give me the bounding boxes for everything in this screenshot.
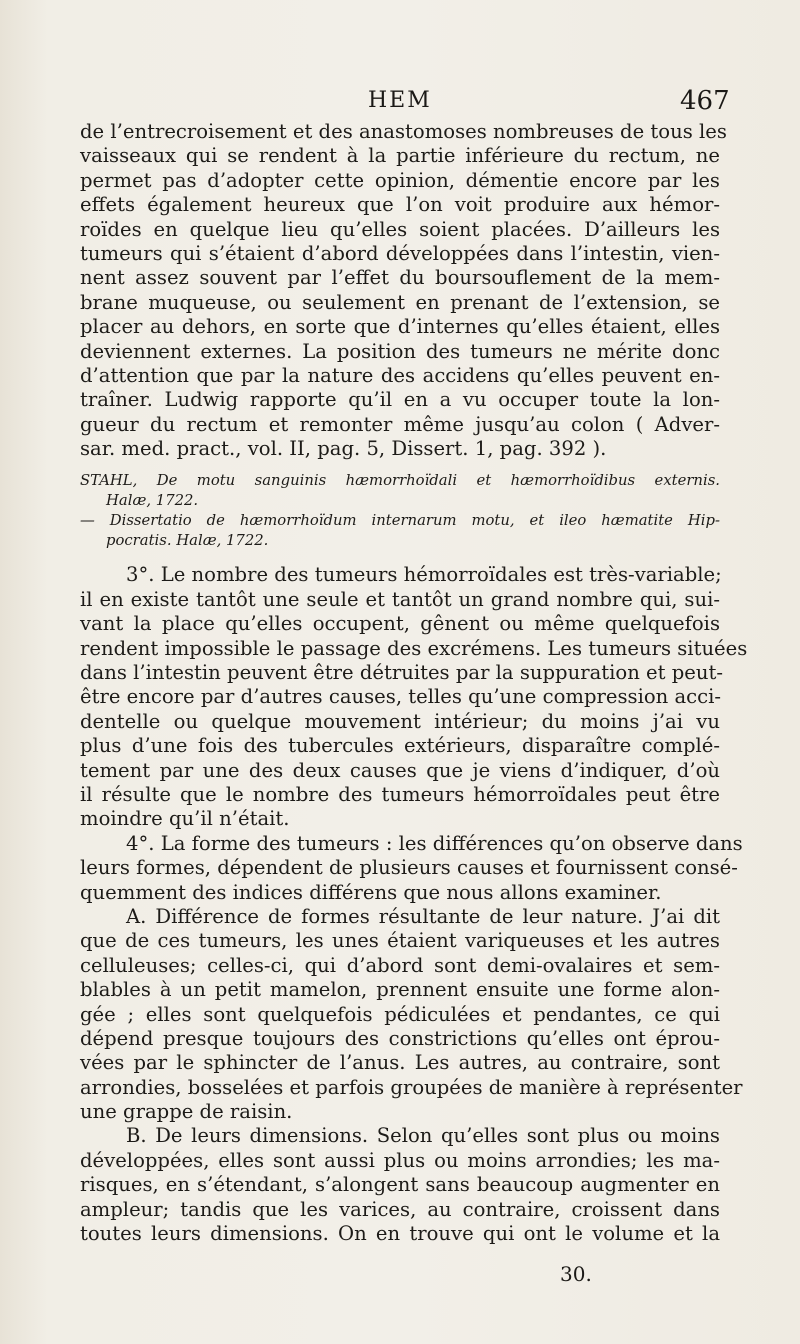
running-head: HEM: [368, 88, 432, 113]
paragraph-position: [80, 120, 727, 461]
footnote-line: STAHL, De motu sanguinis hæmorrhoïdali et hæmorrhoïdibus externis.: [80, 472, 720, 490]
text-line: être encore par d’autres causes, telles qu’une compression acci-: [80, 685, 722, 709]
spacer: [80, 551, 720, 563]
text-line: il en existe tantôt une seule et tantôt un grand nombre qui, sui-: [80, 587, 720, 611]
text-line: vaisseaux qui se rendent à la partie inférieure du rectum, ne: [80, 144, 720, 168]
page-number: 467: [680, 86, 730, 116]
text-line: risques, en s’étendant, s’alongent sans beaucoup augmenter en: [80, 1173, 720, 1197]
text-line: il résulte que le nombre des tumeurs hémorroïdales peut être: [80, 782, 720, 806]
text-line: quemment des indices différens que nous allons examiner.: [80, 880, 662, 904]
footnote-line: Halæ, 1722.: [106, 492, 199, 510]
text-line: celluleuses; celles-ci, qui d’abord sont demi-ovalaires et sem-: [80, 953, 720, 977]
text-line: rendent impossible le passage des excrémens. Les tumeurs situées: [80, 636, 748, 660]
body-text: [80, 120, 748, 1246]
text-line: permet pas d’adopter cette opinion, démentie encore par les: [80, 168, 720, 192]
text-line: gée ; elles sont quelquefois pédiculées et pendantes, ce qui: [80, 1002, 720, 1026]
text-line: effets également heureux que l’on voit produire aux hémor-: [80, 193, 720, 217]
text-line: tement par une des deux causes que je viens d’indiquer, d’où: [80, 758, 720, 782]
text-line: traîner. Ludwig rapporte qu’il en a vu occuper toute la lon-: [80, 388, 720, 412]
text-line: brane muqueuse, ou seulement en prenant de l’extension, se: [80, 290, 720, 314]
text-line: ampleur; tandis que les varices, au contraire, croissent dans: [80, 1197, 720, 1221]
footnote-line: pocratis. Halæ, 1722.: [106, 532, 269, 550]
text-line: A. Différence de formes résultante de leur nature. J’ai dit: [126, 904, 720, 928]
paragraph-dimensions: [80, 1124, 720, 1246]
text-line: moindre qu’il n’était.: [80, 807, 290, 831]
text-line: plus d’une fois des tubercules extérieurs, disparaître complé-: [80, 734, 720, 758]
paragraph-form: [80, 831, 743, 905]
text-line: placer au dehors, en sorte que d’internes qu’elles étaient, elles: [80, 315, 720, 339]
text-line: tumeurs qui s’étaient d’abord développées dans l’intestin, vien-: [80, 241, 720, 265]
text-line: une grappe de raisin.: [80, 1100, 293, 1124]
footnote-references: [80, 471, 720, 551]
text-line: 4°. La forme des tumeurs : les différences qu’on observe dans: [126, 831, 743, 855]
text-line: vant la place qu’elles occupent, gênent ou même quelquefois: [80, 612, 720, 636]
text-line: dans l’intestin peuvent être détruites par la suppuration et peut-: [80, 661, 723, 685]
text-line: que de ces tumeurs, les unes étaient variqueuses et les autres: [80, 929, 720, 953]
text-line: roïdes en quelque lieu qu’elles soient placées. D’ailleurs les: [80, 217, 720, 241]
text-line: développées, elles sont aussi plus ou moins arrondies; les ma-: [80, 1148, 720, 1172]
text-line: deviennent externes. La position des tumeurs ne mérite donc: [80, 339, 720, 363]
paragraph-number: [80, 563, 748, 831]
page-header: [0, 86, 800, 120]
text-line: gueur du rectum et remonter même jusqu’au colon ( Adver-: [80, 412, 720, 436]
paragraph-nature: [80, 904, 743, 1125]
spacer: [80, 461, 720, 471]
text-line: d’attention que par la nature des accidens qu’elles peuvent en-: [80, 363, 720, 387]
footnote-line: — Dissertatio de hæmorrhoïdum internarum motu, et ileo hæmatite Hip-: [80, 512, 720, 530]
text-line: dentelle ou quelque mouvement intérieur; du moins j’ai vu: [80, 709, 720, 733]
text-line: toutes leurs dimensions. On en trouve qui ont le volume et la: [80, 1222, 720, 1246]
text-line: nent assez souvent par l’effet du boursouflement de la mem-: [80, 266, 720, 290]
text-line: leurs formes, dépendent de plusieurs causes et fournissent consé-: [80, 856, 738, 880]
text-line: B. De leurs dimensions. Selon qu’elles sont plus ou moins: [126, 1124, 720, 1148]
text-line: 3°. Le nombre des tumeurs hémorroïdales est très-variable;: [126, 563, 722, 587]
text-line: sar. med. pract., vol. II, pag. 5, Dissert. 1, pag. 392 ).: [80, 437, 607, 461]
text-line: arrondies, bosselées et parfois groupées de manière à représenter: [80, 1075, 743, 1099]
text-line: de l’entrecroisement et des anastomoses nombreuses de tous les: [80, 120, 727, 143]
text-line: dépend presque toujours des constrictions qu’elles ont éprou-: [80, 1026, 720, 1050]
text-line: blables à un petit mamelon, prennent ensuite une forme alon-: [80, 978, 720, 1002]
signature-mark: 30.: [560, 1262, 592, 1286]
text-line: vées par le sphincter de l’anus. Les autres, au contraire, sont: [80, 1051, 720, 1075]
